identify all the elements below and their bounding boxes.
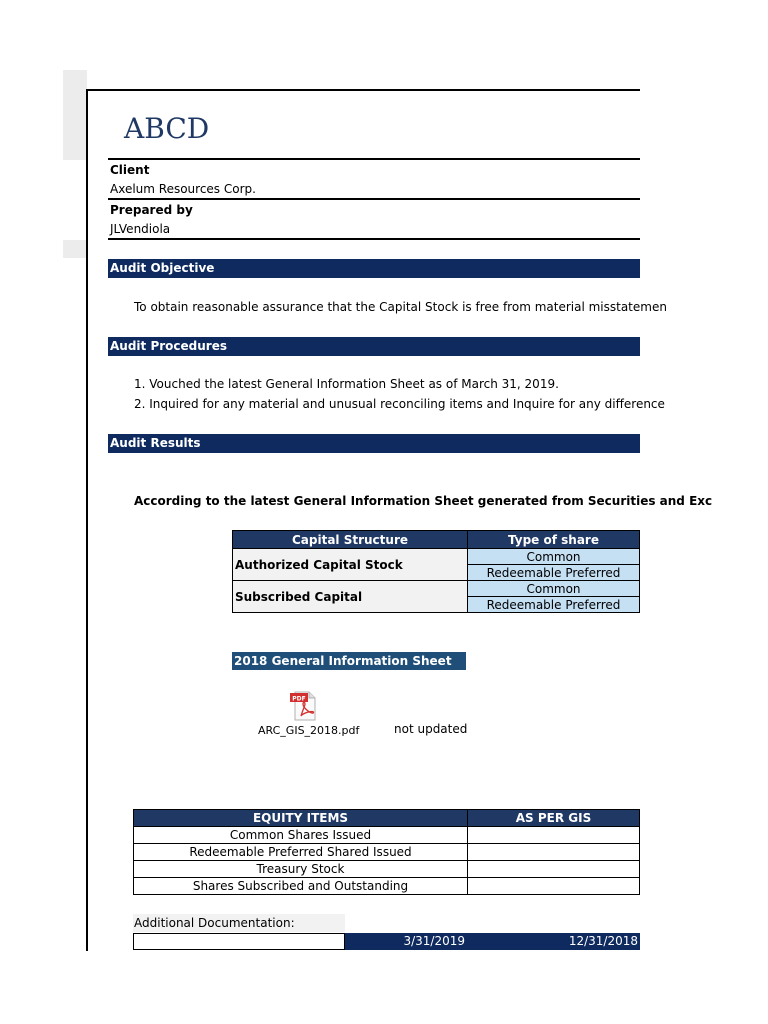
share-type-cell: Common <box>468 581 640 597</box>
share-type-cell: Common <box>468 549 640 565</box>
equity-item: Redeemable Preferred Shared Issued <box>134 844 468 861</box>
gis-heading: 2018 General Information Sheet <box>232 652 466 670</box>
equity-item: Common Shares Issued <box>134 827 468 844</box>
audit-results-heading: Audit Results <box>108 434 640 453</box>
pdf-badge-text: PDF <box>292 695 306 703</box>
pdf-file-icon[interactable] <box>288 690 320 722</box>
page-border-top <box>86 89 640 91</box>
column-header: Type of share <box>468 531 640 549</box>
procedure-item: 2. Inquired for any material and unusual reconciling items and Inquire for any difference <box>134 397 665 411</box>
gis-value-cell[interactable] <box>468 844 640 861</box>
row-label: Subscribed Capital <box>233 581 468 613</box>
gis-value-cell[interactable] <box>468 878 640 895</box>
gis-value-cell[interactable] <box>468 861 640 878</box>
capital-structure-table <box>232 530 640 613</box>
equity-items-table <box>133 809 640 895</box>
divider <box>108 158 640 160</box>
sheet-margin-shade <box>63 240 87 258</box>
prepared-by-label: Prepared by <box>110 203 193 217</box>
additional-documentation-label: Additional Documentation: <box>133 914 345 932</box>
procedure-item: 1. Vouched the latest General Information Sheet as of March 31, 2019. <box>134 377 559 391</box>
equity-item: Shares Subscribed and Outstanding <box>134 878 468 895</box>
table-row <box>134 878 640 895</box>
table-row <box>134 827 640 844</box>
equity-item: Treasury Stock <box>134 861 468 878</box>
company-logo: ABCD <box>124 112 210 145</box>
audit-procedures-heading: Audit Procedures <box>108 337 640 356</box>
column-header: Capital Structure <box>233 531 468 549</box>
date-header: 3/31/2019 <box>345 933 467 950</box>
share-type-cell: Redeemable Preferred <box>468 597 640 613</box>
prepared-by-value: JLVendiola <box>110 222 171 236</box>
client-value: Axelum Resources Corp. <box>110 182 256 196</box>
table-row <box>134 861 640 878</box>
row-label: Authorized Capital Stock <box>233 549 468 581</box>
audit-objective-text: To obtain reasonable assurance that the Capital Stock is free from material misstatemen <box>134 300 667 314</box>
client-label: Client <box>110 163 150 177</box>
sheet-margin-shade <box>63 70 87 160</box>
audit-objective-heading: Audit Objective <box>108 259 640 278</box>
pdf-file-name[interactable]: ARC_GIS_2018.pdf <box>258 724 360 737</box>
divider <box>108 198 640 200</box>
page-border-left <box>86 89 88 951</box>
gis-status: not updated <box>394 722 468 736</box>
audit-results-intro: According to the latest General Information Sheet generated from Securities and Exc <box>134 494 713 508</box>
share-type-cell: Redeemable Preferred <box>468 565 640 581</box>
column-header: EQUITY ITEMS <box>134 810 468 827</box>
date-header: 12/31/2018 <box>467 933 640 950</box>
divider <box>108 238 640 240</box>
additional-documentation-input[interactable] <box>133 933 345 950</box>
table-row <box>134 844 640 861</box>
column-header: AS PER GIS <box>468 810 640 827</box>
gis-value-cell[interactable] <box>468 827 640 844</box>
